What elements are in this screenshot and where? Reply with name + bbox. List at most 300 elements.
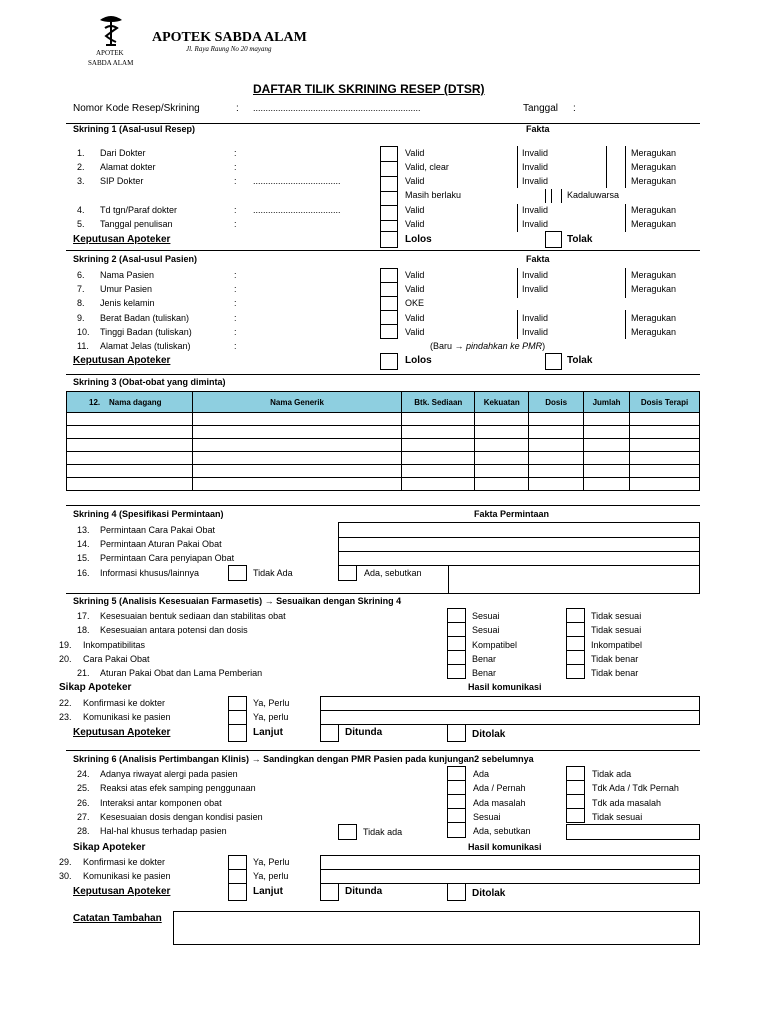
table-cell[interactable] [67,478,193,491]
checkbox[interactable] [380,324,398,339]
sebutkan-field[interactable] [566,824,700,840]
option-label: Meragukan [631,219,677,229]
tolak-label: Tolak [567,355,593,366]
table-cell[interactable] [584,465,630,478]
row-colon: : [234,313,237,323]
checkbox[interactable] [447,622,466,637]
s5-title [73,596,401,606]
option-label: Valid [405,327,425,337]
catatan-field[interactable] [173,911,700,945]
option-label: Invalid [522,162,549,172]
table-cell[interactable] [67,413,193,426]
s1-fakta: Fakta [526,124,550,134]
option-label: Valid, clear [405,162,449,172]
option-label: Invalid [522,219,549,229]
divider [66,250,700,251]
option-label: Ya, perlu [253,712,289,722]
table-row [67,426,700,439]
checkbox-divider [606,146,607,188]
row-number: 13. [77,525,90,535]
table-cell[interactable] [402,413,475,426]
row-label: Nama Pasien [100,270,155,280]
nomor-field[interactable]: ................................................................... [253,103,421,113]
ada-label: Ada, sebutkan [364,568,422,578]
row-number: 16. [77,568,90,578]
tolak-checkbox[interactable] [545,353,562,370]
option-label: Ada masalah [473,798,526,808]
fakta-field-13[interactable] [338,522,700,538]
option-label: Ada / Pernah [473,783,526,793]
row-number: 20. [59,654,72,664]
checkbox[interactable] [380,146,398,162]
ditunda-checkbox[interactable] [320,883,339,901]
option-label: Benar [472,654,497,664]
option-label: Kompatibel [472,640,518,650]
row-label: Kesesuaian antara potensi dan dosis [100,625,248,635]
table-cell[interactable] [475,426,529,439]
s3-title: Skrining 3 (Obat-obat yang diminta) [73,377,226,387]
fakta-field-16[interactable] [448,565,700,594]
row-number: 9. [77,313,85,323]
option-label: Ada, sebutkan [473,826,531,836]
row-number: 21. [77,668,90,678]
divider [66,374,700,375]
option-label: Valid [405,313,425,323]
option-label: Ya, perlu [253,871,289,881]
checkbox[interactable] [447,808,466,823]
checkbox[interactable] [447,766,466,781]
logo-text-1: APOTEK [96,49,124,57]
row-label: Konfirmasi ke dokter [83,857,166,867]
checkbox[interactable] [447,650,466,665]
checkbox[interactable] [566,608,585,623]
option-label: Invalid [522,284,549,294]
column-header-text: Nama dagang [109,397,162,407]
table-cell[interactable] [584,413,630,426]
lolos-checkbox[interactable] [380,353,398,370]
checkbox[interactable] [566,664,585,679]
row-number: 7. [77,284,85,294]
arrow-icon: → [264,596,274,606]
table-cell[interactable] [584,478,630,491]
row-label: Dari Dokter [100,148,146,158]
table-cell[interactable] [630,452,700,465]
table-cell[interactable] [475,478,529,491]
row-number: 11. [77,341,89,351]
row-label: Kesesuaian dosis dengan kondisi pasien [100,812,263,822]
row-number: 30. [59,871,72,881]
table-cell[interactable] [529,439,584,452]
arrow-icon: → [454,341,464,351]
option-label: Meragukan [631,270,677,280]
hasil-komunikasi: Hasil komunikasi [468,842,542,852]
table-cell[interactable] [529,426,584,439]
row-label: Komunikasi ke pasien [83,871,171,881]
checkbox[interactable] [566,650,585,665]
row-number: 14. [77,539,90,549]
ada-checkbox[interactable] [338,565,357,581]
row-number: 8. [77,298,85,308]
row-label: Komunikasi ke pasien [83,712,171,722]
tanggal-field[interactable] [582,100,692,116]
checkbox-divider [625,310,626,339]
table-cell[interactable] [529,452,584,465]
option-label: Tdk ada masalah [592,798,662,808]
option-label: Sesuai [472,611,500,621]
checkbox[interactable] [447,608,466,623]
obat-table [66,391,700,491]
lanjut-checkbox[interactable] [228,724,247,742]
tanggal-label: Tanggal [523,103,559,114]
row-colon: : [234,205,237,215]
option-label: Meragukan [631,313,677,323]
option-label: Tidak sesuai [591,611,642,621]
tidak-ada-label: Tidak Ada [253,568,293,578]
option-label: Invalid [522,313,549,323]
option-label: Tidak ada [592,769,632,779]
table-row [67,452,700,465]
row-number: 17. [77,611,90,621]
row-number: 10. [77,327,90,337]
tidak-ada-label: Tidak ada [363,827,403,837]
row-colon: : [234,148,237,158]
lanjut-label: Lanjut [253,886,283,897]
table-cell[interactable] [192,478,402,491]
row-label: Berat Badan (tuliskan) [100,313,190,323]
column-header: Btk. Sediaan [402,392,475,413]
s5-title-b: Sesuaikan dengan Skrining 4 [276,596,402,606]
checkbox-divider [517,268,518,298]
checkbox[interactable] [228,869,247,884]
lanjut-checkbox[interactable] [228,883,247,901]
s1-keputusan: Keputusan Apoteker [73,234,171,245]
row-label: Konfirmasi ke dokter [83,698,166,708]
table-cell[interactable] [67,426,193,439]
divider [66,505,700,506]
option-label: Sesuai [472,625,500,635]
row-number: 18. [77,625,90,635]
option-label: Meragukan [631,176,677,186]
pharmacy-name: APOTEK SABDA ALAM [152,30,307,45]
row-number: 6. [77,270,85,280]
ditunda-label: Ditunda [345,886,383,897]
row-label: Td tgn/Paraf dokter [100,205,178,215]
tidak-ada-checkbox[interactable] [338,824,357,840]
checkbox[interactable] [380,205,398,221]
column-header: Dosis [529,392,584,413]
row-label: Alamat Jelas (tuliskan) [100,341,191,351]
option-label: Benar [472,668,497,678]
hasil-komunikasi: Hasil komunikasi [468,682,542,692]
document-title: DAFTAR TILIK SKRINING RESEP (DTSR) [253,82,485,96]
table-cell[interactable] [67,452,193,465]
logo [86,14,136,70]
s6-keputusan: Keputusan Apoteker [73,886,171,897]
fakta-field-14[interactable] [338,537,700,552]
checkbox[interactable] [447,822,466,838]
tolak-label: Tolak [567,234,593,245]
table-cell[interactable] [475,465,529,478]
row-colon: : [234,284,237,294]
catatan-label: Catatan Tambahan [73,913,162,924]
checkbox[interactable] [380,268,398,283]
checkbox[interactable] [380,296,398,311]
note-italic: pindahkan ke PMR [466,341,543,351]
row-label: Alamat dokter [100,162,156,172]
option-label: Invalid [522,205,549,215]
option-label: Tidak benar [591,654,639,664]
option-label: Inkompatibel [591,640,643,650]
row-colon: : [234,176,237,186]
ditolak-label: Ditolak [472,888,506,899]
checkbox[interactable] [228,696,247,711]
option-label: Masih berlaku [405,190,462,200]
row-label: Aturan Pakai Obat dan Lama Pemberian [100,668,263,678]
lolos-label: Lolos [405,355,432,366]
table-cell[interactable] [630,478,700,491]
checkbox[interactable] [380,282,398,297]
divider [66,750,700,751]
option-label: Valid [405,176,425,186]
tanggal-colon: : [573,103,576,114]
row-label: Inkompatibilitas [83,640,146,650]
s2-title: Skrining 2 (Asal-usul Pasien) [73,254,198,264]
option-label: Invalid [522,327,549,337]
table-cell[interactable] [402,465,475,478]
row-colon: : [234,341,237,351]
checkbox[interactable] [380,176,398,192]
checkbox[interactable] [566,780,585,795]
row-label: SIP Dokter [100,176,144,186]
table-cell[interactable] [475,452,529,465]
lanjut-label: Lanjut [253,727,283,738]
ditolak-label: Ditolak [472,729,506,740]
checkbox-divider [545,189,546,203]
table-cell[interactable] [402,478,475,491]
row-label: Tanggal penulisan [100,219,173,229]
row-number: 24. [77,769,90,779]
checkbox[interactable] [447,664,466,679]
checkbox[interactable] [566,766,585,781]
option-label: Tdk Ada / Tdk Pernah [592,783,679,793]
table-cell[interactable] [630,439,700,452]
ditunda-checkbox[interactable] [320,724,339,742]
row-label: Permintaan Cara Pakai Obat [100,525,216,535]
row-colon: : [234,270,237,280]
pharmacy-logo-icon [96,14,126,48]
table-cell[interactable] [630,426,700,439]
row-label: Cara Pakai Obat [83,654,150,664]
option-label: Valid [405,205,425,215]
row-colon: : [234,298,237,308]
sip-field[interactable]: ................................... [253,176,341,186]
table-cell[interactable] [529,478,584,491]
option-label: Valid [405,219,425,229]
checkbox-divider [551,189,552,203]
row-number: 2. [77,162,85,172]
s6-title-b: Sandingkan dengan PMR Pasien pada kunjungan2 sebelumnya [263,754,534,764]
fakta-field-15[interactable] [338,551,700,566]
row-colon: : [234,327,237,337]
column-header: Kekuatan [475,392,529,413]
hasil-field-22[interactable] [320,696,700,711]
option-label: Valid [405,270,425,280]
pmr-note [430,341,545,351]
hasil-field-23[interactable] [320,710,700,725]
table-cell[interactable] [529,465,584,478]
row-label: Reaksi atas efek samping penggunaan [100,783,256,793]
option-label: Meragukan [631,205,677,215]
checkbox[interactable] [447,636,466,651]
column-header: Nama Generik [192,392,402,413]
sikap-apoteker: Sikap Apoteker [59,682,132,693]
checkbox[interactable] [447,794,466,809]
hasil-field-29[interactable] [320,855,700,870]
option-label: Ada [473,769,490,779]
row-label: Kesesuaian bentuk sediaan dan stabilitas obat [100,611,286,621]
table-cell[interactable] [584,452,630,465]
row-label: Informasi khusus/lainnya [100,568,200,578]
table-cell[interactable] [67,439,193,452]
table-cell[interactable] [630,465,700,478]
row-number: 28. [77,826,90,836]
table-cell[interactable] [402,426,475,439]
hasil-field-30[interactable] [320,869,700,884]
note-close: ) [542,341,546,351]
tidak-ada-checkbox[interactable] [228,565,247,581]
checkbox[interactable] [566,808,585,823]
table-cell[interactable] [475,439,529,452]
row-number: 19. [59,640,72,650]
row-number: 23. [59,712,72,722]
option-label: Valid [405,148,425,158]
row-number: 22. [59,698,72,708]
table-cell[interactable] [192,413,402,426]
row-number: 1. [77,148,85,158]
note-open: (Baru [430,341,453,351]
table-cell[interactable] [402,439,475,452]
option-label: Tidak sesuai [591,625,642,635]
sikap-apoteker: Sikap Apoteker [73,842,146,853]
table-row [67,478,700,491]
checkbox[interactable] [380,310,398,325]
row-number: 4. [77,205,85,215]
column-header: Dosis Terapi [630,392,700,413]
s4-title: Skrining 4 (Spesifikasi Permintaan) [73,509,224,519]
logo-text-2: SABDA ALAM [88,59,134,67]
option-label: Tidak benar [591,668,639,678]
lolos-label: Lolos [405,234,432,245]
column-header [67,392,193,413]
row-label: Interaksi antar komponen obat [100,798,222,808]
row-label: Adanya riwayat alergi pada pasien [100,769,238,779]
checkbox[interactable] [566,794,585,809]
row-label: Tinggi Badan (tuliskan) [100,327,192,337]
row-label: Umur Pasien [100,284,153,294]
ditunda-label: Ditunda [345,727,383,738]
pharmacy-address: Jl. Raya Raung No 20 mayang [186,45,272,53]
row-number: 26. [77,798,90,808]
checkbox-divider [625,268,626,298]
nomor-colon: : [236,103,239,114]
s1-title: Skrining 1 (Asal-usul Resep) [73,124,196,134]
option-label: Meragukan [631,284,677,294]
checkbox[interactable] [228,855,247,870]
row-label: Hal-hal khusus terhadap pasien [100,826,227,836]
column-number: 12. [89,397,101,407]
checkbox-divider [625,204,626,232]
checkbox[interactable] [566,622,585,637]
option-label: Ya, Perlu [253,698,290,708]
ttd-field[interactable]: ................................... [253,205,341,215]
row-number: 15. [77,553,90,563]
table-cell[interactable] [67,465,193,478]
row-colon: : [234,162,237,172]
table-cell[interactable] [192,465,402,478]
checkbox-divider [517,310,518,339]
row-number: 25. [77,783,90,793]
table-cell[interactable] [529,413,584,426]
row-number: 27. [77,812,90,822]
column-header: Jumlah [584,392,630,413]
checkbox-divider [625,146,626,188]
lolos-checkbox[interactable] [380,231,398,248]
arrow-icon: → [251,754,261,764]
s4-fakta: Fakta Permintaan [474,509,550,519]
row-label: Permintaan Aturan Pakai Obat [100,539,222,549]
option-label: Sesuai [473,812,501,822]
checkbox[interactable] [447,780,466,795]
ditolak-checkbox[interactable] [447,883,466,901]
table-header-row [67,392,700,413]
s5-title-a: Skrining 5 (Analisis Kesesuaian Farmasetis) [73,596,263,606]
table-cell[interactable] [584,439,630,452]
option-label: Invalid [522,176,549,186]
s5-keputusan: Keputusan Apoteker [73,727,171,738]
s2-fakta: Fakta [526,254,550,264]
checkbox[interactable] [380,191,398,206]
table-cell[interactable] [192,439,402,452]
table-cell[interactable] [475,413,529,426]
checkbox[interactable] [566,636,585,651]
option-label: Valid [405,284,425,294]
option-label: Invalid [522,270,549,280]
option-label: Kadaluwarsa [567,190,620,200]
ditolak-checkbox[interactable] [447,724,466,742]
table-cell[interactable] [402,452,475,465]
checkbox-divider [561,189,562,203]
row-label: Permintaan Cara penyiapan Obat [100,553,235,563]
s2-keputusan: Keputusan Apoteker [73,355,171,366]
row-colon: : [234,219,237,229]
option-label: Meragukan [631,162,677,172]
table-cell[interactable] [630,413,700,426]
table-cell[interactable] [192,426,402,439]
row-number: 29. [59,857,72,867]
checkbox[interactable] [380,161,398,177]
option-label: Meragukan [631,148,677,158]
s6-title-a: Skrining 6 (Analisis Pertimbangan Klinis) [73,754,250,764]
checkbox[interactable] [228,710,247,725]
table-cell[interactable] [192,452,402,465]
table-row [67,413,700,426]
divider [66,593,448,594]
table-cell[interactable] [584,426,630,439]
row-label: Jenis kelamin [100,298,155,308]
row-number: 3. [77,176,85,186]
option-label: OKE [405,298,425,308]
tolak-checkbox[interactable] [545,231,562,248]
